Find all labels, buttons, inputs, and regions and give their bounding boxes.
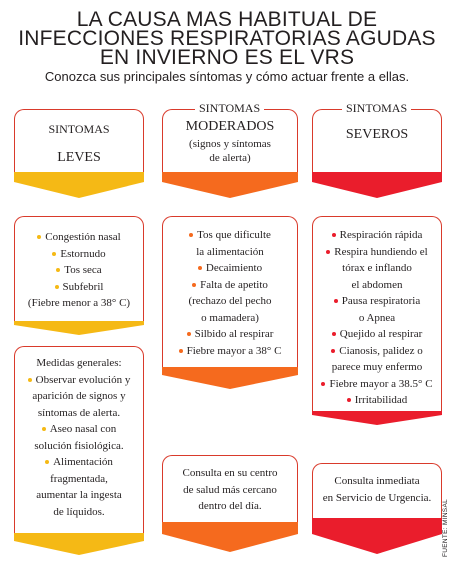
infographic-title [0,10,454,67]
list-item: Silbido al respirar [163,326,297,343]
title-line-1: LA CAUSA MAS HABITUAL DE [76,8,378,31]
moderados-header-chevron [162,172,298,198]
leves-symptoms-box [14,216,144,322]
bullet-icon [332,233,336,237]
list-item: Tos que dificulte [163,227,297,244]
leves-symptoms-chevron [14,321,144,335]
source-credit: FUENTE: MINSAL [442,498,449,557]
severos-level-label: SEVEROS [345,127,409,142]
bullet-icon [187,332,191,336]
moderados-level-note: (signos y síntomas de alerta) [189,138,271,164]
list-item: Irritabilidad [313,392,441,409]
list-item: Tos seca [15,262,143,279]
list-item: aumentar la ingesta [36,489,122,501]
moderados-symptom-list [163,217,297,359]
list-item: o mamadera) [201,311,259,324]
leves-actions-box [14,346,144,534]
bullet-icon [192,283,196,287]
list-item: en Servicio de Urgencia. [322,491,432,504]
list-item: Quejido al respirar [313,326,441,343]
bullet-icon [198,266,202,270]
moderados-symptoms-box [162,216,298,368]
severos-action-chevron [312,518,442,554]
list-item: de salud más cercano [183,483,277,496]
bullet-icon [56,268,60,272]
list-item: el abdomen [351,278,403,291]
list-item: o Apnea [358,311,396,324]
list-item: Congestión nasal [15,229,143,246]
list-item: Falta de apetito [163,277,297,294]
severos-symptoms-chevron [312,411,442,425]
bullet-icon [326,250,330,254]
bullet-icon [334,299,338,303]
list-item: la alimentación [196,245,264,258]
bullet-icon [45,460,49,464]
moderados-action-chevron [162,522,298,552]
bullet-icon [321,382,325,386]
bullet-icon [179,349,183,353]
list-item: Cianosis, palidez o [313,343,441,360]
bullet-icon [52,252,56,256]
subtitle: Conozca sus principales síntomas y cómo actuar frente a ellas. [44,69,410,84]
list-item: Aseo nasal con [15,421,143,438]
list-item: tórax e inflando [342,262,412,274]
bullet-icon [189,233,193,237]
list-item: Fiebre mayor a 38° C [163,343,297,360]
bullet-icon [331,349,335,353]
severos-action-box [312,463,442,519]
leves-action-list [15,347,143,520]
list-item: dentro del día. [198,500,262,512]
list-item: síntomas de alerta. [37,406,121,419]
bullet-icon [42,427,46,431]
list-item: Fiebre mayor a 38.5° C [313,376,441,393]
leves-level-label: LEVES [57,150,101,165]
list-item: Respiración rápida [313,227,441,244]
list-item: solución fisiológica. [34,439,124,452]
title-line-3: EN INVIERNO ES EL VRS [99,46,355,69]
severos-action-list [313,464,441,506]
leves-symptom-list [15,217,143,312]
list-item: aparición de signos y [32,390,126,402]
bullet-icon [332,332,336,336]
severos-header-chevron [312,172,442,198]
moderados-tab-label: SINTOMAS [195,101,264,116]
severos-tab-label: SINTOMAS [342,101,411,116]
leves-header-box [14,109,144,173]
list-item: (Fiebre menor a 38° C) [27,297,131,309]
list-item: de líquidos. [53,505,105,518]
leves-header-chevron [14,172,144,198]
list-item: Alimentación [15,454,143,471]
leves-actions-chevron [14,533,144,555]
list-item: fragmentada, [50,472,108,485]
bullet-icon [28,378,32,382]
title-line-2: INFECCIONES RESPIRATORIAS AGUDAS [18,27,436,50]
moderados-action-box [162,455,298,523]
list-item: Estornudo [15,246,143,263]
list-item: Pausa respiratoria [313,293,441,310]
list-item: Respira hundiendo el [313,244,441,261]
leves-tab-label: SINTOMAS [48,122,110,136]
list-item: Observar evolución y [15,372,143,389]
list-item: parece muy enfermo [331,361,423,373]
list-item: Decaimiento [163,260,297,277]
moderados-header-box [162,101,298,173]
moderados-level-label: MODERADOS [185,119,275,134]
list-item: (rechazo del pecho [188,295,272,307]
severos-symptom-list [313,217,441,409]
severos-symptoms-box [312,216,442,412]
bullet-icon [347,398,351,402]
list-item: Medidas generales: [36,357,122,369]
bullet-icon [55,285,59,289]
moderados-symptoms-chevron [162,367,298,389]
list-item: Subfebril [15,279,143,296]
list-item: Consulta inmediata [334,475,420,487]
list-item: Consulta en su centro [182,467,278,479]
bullet-icon [37,235,41,239]
severos-header-box [312,101,442,173]
moderados-action-list [163,456,297,515]
